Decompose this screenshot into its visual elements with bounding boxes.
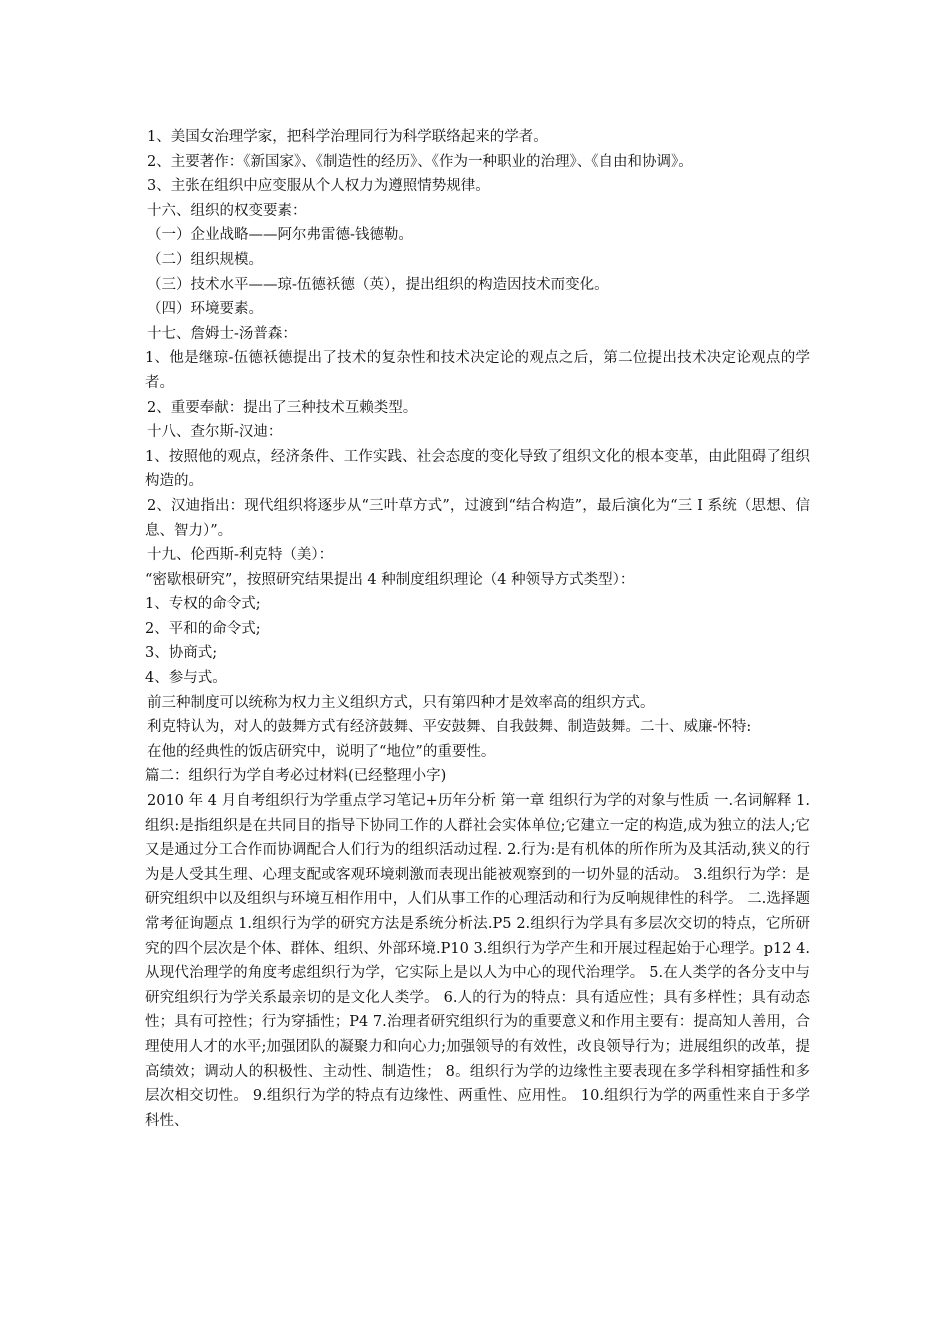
paragraph-8: （四）环境要素。 (147, 301, 263, 318)
section-heading-17: 十七、詹姆士-汤普森： (147, 325, 297, 342)
paragraph-19: 3、协商式; (145, 645, 218, 662)
paragraph-5: （一）企业战略——阿尔弗雷德-钱德勒。 (147, 227, 413, 244)
section-heading-16: 十六、组织的权变要素： (147, 202, 307, 219)
paragraph-22: 利克特认为，对人的鼓舞方式有经济鼓舞、平安鼓舞、自我鼓舞、制造鼓舞。二十、威廉-怀特: (147, 719, 752, 736)
section-heading-19: 十九、伦西斯-利克特（美）： (147, 547, 334, 564)
paragraph-16: “密歇根研究”，按照研究结果提出 4 种制度组织理论（4 种领导方式类型）： (145, 571, 635, 588)
paragraph-2: 2、主要著作：《新国家》、《制造性的经历》、《作为一种职业的治理》、《自由和协调》。 (147, 153, 693, 170)
paragraph-1: 1、美国女治理学家，把科学治理同行为科学联络起来的学者。 (147, 129, 548, 145)
section-heading-part2: 篇二：组织行为学自考必过材料(已经整理小字) (145, 768, 447, 785)
paragraph-18: 2、平和的命令式; (145, 620, 261, 637)
document-page (145, 125, 810, 1133)
paragraph-14: 2、汉迪指出：现代组织将逐步从“三叶草方式”，过渡到“结合构造”，最后演化为“三 I 系统（思想、信息、智力）”。 (145, 497, 810, 539)
paragraph-11: 2、重要奉献：提出了三种技术互赖类型。 (147, 399, 418, 416)
paragraph-7: （三）技术水平——琼-伍德袄德（英），提出组织的构造因技术而变化。 (147, 276, 609, 293)
paragraph-body-long: 2010 年 4 月自考组织行为学重点学习笔记+历年分析 第一章 组织行为学的对象与性质 一.名词解释 1.组织:是指组织是在共同目的指导下协同工作的人群社会实体单位;它建立一定的构造,成为独立的法人;它又是通过分工合作而协调配合人们行为的组织活动过程. 2.行为:是有机体的所作所为及其活动,狭义的行为是人受其生理、心理支配或客观环境刺激而表现出能被观察到的一切外显的活动。 3.组织行为学：是研究组织中以及组织与环境互相作用中，人们从事工作的心理活动和行为反响规律性的科学。 二.选择题常考征询题点 1.组织行为学的研究方法是系统分析法.P5 2.组织行为学具有多层次交切的特点，它所研究的四个层次是个体、群体、组织、外部环境.P10 3.组织行为学产生和开展过程起始于心理学。p12 4.从现代治理学的角度考虑组织行为学，它实际上是以人为中心的现代治理学。 5.在人类学的各分支中与研究组织行为学关系最亲切的是文化人类学。 6.人的行为的特点：具有适应性；具有多样性；具有动态性；具有可控性；行为穿插性；P4 7.治理者研究组织行为的重要意义和作用主要有：提高知人善用，合理使用人才的水平;加强团队的凝聚力和向心力;加强领导的有效性，改良领导行为；进展组织的改革，提高绩效；调动人的积极性、主动性、制造性； 8。组织行为学的边缘性主要表现在多学科相穿插性和多层次相交切性。 9.组织行为学的特点有边缘性、两重性、应用性。 10.组织行为学的两重性来自于多学科性、 (145, 793, 810, 1129)
section-heading-18: 十八、查尔斯-汉迪： (147, 424, 283, 441)
paragraph-6: （二）组织规模。 (147, 251, 263, 268)
paragraph-20: 4、参与式。 (145, 670, 227, 687)
paragraph-23: 在他的经典性的饭店研究中，说明了“地位”的重要性。 (147, 743, 496, 760)
paragraph-17: 1、专权的命令式; (145, 596, 261, 613)
paragraph-10: 1、他是继琼-伍德袄德提出了技术的复杂性和技术决定论的观点之后，第二位提出技术决定论观点的学者。 (145, 350, 810, 391)
paragraph-21: 前三种制度可以统称为权力主义组织方式，只有第四种才是效率高的组织方式。 (147, 694, 655, 711)
paragraph-13: 1、按照他的观点，经济条件、工作实践、社会态度的变化导致了组织文化的根本变革，由此阻碍了组织构造的。 (145, 448, 810, 490)
paragraph-3: 3、主张在组织中应变服从个人权力为遵照情势规律。 (147, 178, 490, 195)
